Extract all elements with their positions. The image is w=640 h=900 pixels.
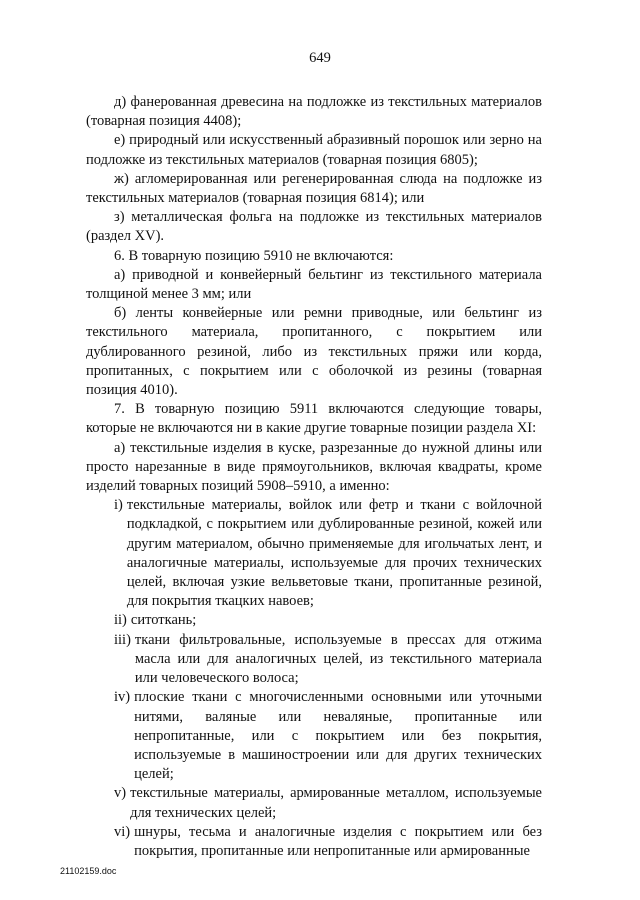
paragraph-6: 6. В товарную позицию 5910 не включаются: xyxy=(114,247,394,264)
subitem-ii xyxy=(114,611,542,630)
subitem-text: ситоткань; xyxy=(130,612,197,629)
paragraph-zh: ж) агломерированная или регенерированная слюда на подложке из текстильных материалов (товарная позиция 6814); или xyxy=(86,170,542,207)
page-number: 649 xyxy=(309,50,331,66)
subitem-marker: iv) xyxy=(114,689,131,706)
subitem-vi xyxy=(114,823,542,861)
subitem-text: ткани фильтровальные, используемые в прессах для отжима масла или для аналогичных целей, из текстильного материала или человеческого волоса; xyxy=(134,631,542,687)
subitem-text: плоские ткани с многочисленными основными или уточными нитями, валяные или неваляные, пропитанные или непропитанные, или с покрытием или без покрытия, используемые в машиностроении или для других технических целей; xyxy=(134,689,542,783)
document-body xyxy=(86,93,542,861)
footer-filename: 21102159.doc xyxy=(60,866,117,876)
paragraph-e: е) природный или искусственный абразивный порошок или зерно на подложке из текстильных материалов (товарная позиция 6805); xyxy=(86,132,542,168)
subitem-v xyxy=(114,784,542,822)
subitem-text: текстильные материалы, армированные металлом, используемые для технических целей; xyxy=(130,785,542,821)
subitem-text: текстильные материалы, войлок или фетр и ткани с войлочной подкладкой, с покрытием или дублированные резиной, кожей или другим материалом, обычно применяемые для игольчатых лент, и аналогичные материалы, используемые для прочих технических целей, включая узкие вельветовые ткани, пропитанные резиной, для покрытия ткацких навоев; xyxy=(126,497,542,610)
subitem-iv xyxy=(114,688,542,784)
subitem-text: шнуры, тесьма и аналогичные изделия с покрытием или без покрытия, пропитанные или непропитанные или армированные xyxy=(134,823,542,859)
subitem-iii xyxy=(114,631,542,689)
subitem-marker: vi) xyxy=(114,823,131,840)
subitem-marker: i) xyxy=(114,497,123,514)
paragraph-d: д) фанерованная древесина на подложке из текстильных материалов (товарная позиция 4408); xyxy=(86,94,542,130)
subitem-marker: ii) xyxy=(114,612,127,629)
subitem-marker: v) xyxy=(114,785,127,802)
paragraph-7: 7. В товарную позицию 5911 включаются следующие товары, которые не включаются ни в какие другие товарные позиции раздела XI: xyxy=(86,401,542,437)
subitem-i xyxy=(114,496,542,611)
paragraph-7a: а) текстильные изделия в куске, разрезанные до нужной длины или просто нарезанные в виде прямоугольников, включая квадраты, кроме изделий товарных позиций 5908–5910, а именно: xyxy=(86,439,542,495)
subitem-marker: iii) xyxy=(114,631,131,648)
paragraph-z: з) металлическая фольга на подложке из текстильных материалов (раздел XV). xyxy=(86,209,542,245)
paragraph-6b: б) ленты конвейерные или ремни приводные, или бельтинг из текстильного материала, пропитанного, с покрытием или дублированного резиной, либо из текстильных пряжи или корда, пропитанных, с покрытием или с оболочкой из резины (товарная позиция 4010). xyxy=(86,305,542,399)
paragraph-6a: а) приводной и конвейерный бельтинг из текстильного материала толщиной менее 3 мм; или xyxy=(86,266,542,303)
